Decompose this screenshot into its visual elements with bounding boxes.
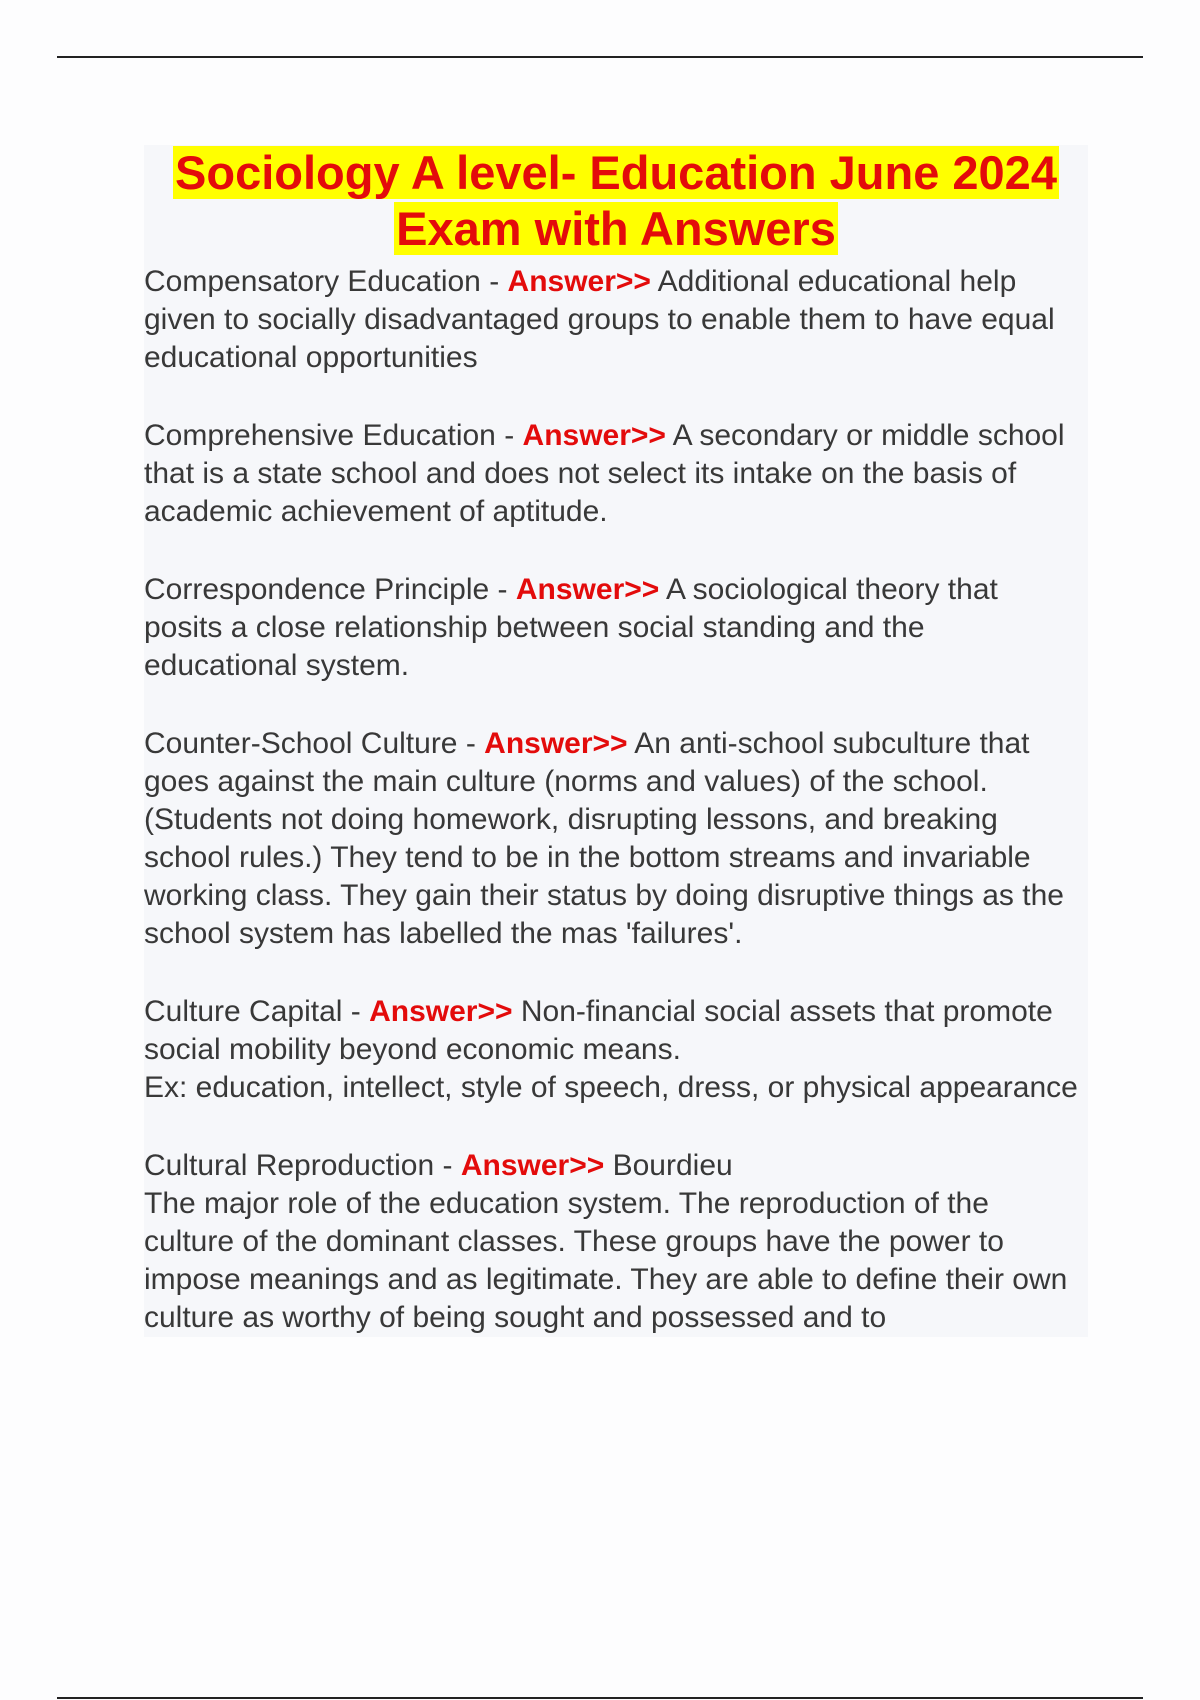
entry-separator: -: [457, 727, 485, 760]
entry-definition: Bourdieu: [612, 1149, 733, 1182]
entry-separator: -: [480, 265, 508, 298]
entry-definition: A secondary or middle school that is a state school and does not select its intake on the basis of academic achievement of aptitude.: [144, 419, 1065, 528]
entry-extra: Ex: education, intellect, style of speech, dress, or physical appearance: [144, 1071, 1078, 1104]
entry-definition: Non-financial social assets that promote social mobility beyond economic means.: [144, 995, 1053, 1066]
entry-definition: A sociological theory that posits a close relationship between social standing and the educational system.: [144, 573, 998, 682]
qa-entry-correspondence-principle: [144, 571, 1088, 685]
entry-term: Cultural Reproduction: [144, 1149, 435, 1182]
entry-term: Correspondence Principle: [144, 573, 490, 606]
document-body: [144, 145, 1088, 1337]
entry-separator: -: [342, 995, 370, 1028]
answer-label: Answer>>: [522, 419, 666, 452]
entry-term: Counter-School Culture: [144, 727, 458, 760]
qa-entry-culture-capital: [144, 993, 1088, 1107]
header-rule: [57, 56, 1143, 58]
answer-label: Answer>>: [507, 265, 651, 298]
footer-rule: [57, 1697, 1143, 1699]
answer-label: Answer>>: [484, 727, 628, 760]
qa-entry-counter-school-culture: [144, 725, 1088, 953]
entry-extra: The major role of the education system. The reproduction of the culture of the dominant classes. These groups have the power to impose meanings and as legitimate. They are able to define their own culture as worthy of being sought and possessed and to: [144, 1187, 1068, 1334]
entry-separator: -: [434, 1149, 461, 1182]
entry-separator: -: [489, 573, 516, 606]
title-line-2: Exam with Answers: [396, 202, 836, 255]
entry-term: Culture Capital: [144, 995, 343, 1028]
document-title: [144, 145, 1088, 263]
entry-term: Comprehensive Education: [144, 419, 496, 452]
title-line-1: Sociology A level- Education June 2024: [175, 146, 1057, 199]
entry-definition: Additional educational help given to socially disadvantaged groups to enable them to have equal educational opportunities: [144, 265, 1055, 374]
qa-entry-comprehensive-education: [144, 417, 1088, 531]
entry-separator: -: [495, 419, 523, 452]
answer-label: Answer>>: [515, 573, 660, 606]
answer-label: Answer>>: [369, 995, 513, 1028]
qa-entry-compensatory-education: [144, 263, 1088, 377]
answer-label: Answer>>: [460, 1149, 605, 1182]
entry-term: Compensatory Education: [144, 265, 481, 298]
qa-entry-cultural-reproduction: [144, 1147, 1088, 1337]
entry-definition: An anti-school subculture that goes against the main culture (norms and values) of the school. (Students not doing homework, disrupting lessons, and breaking school rules.) They tend to be in the bottom streams and invariable working class. They gain their status by doing disruptive things as the school system has labelled the mas 'failures'.: [144, 727, 1064, 950]
